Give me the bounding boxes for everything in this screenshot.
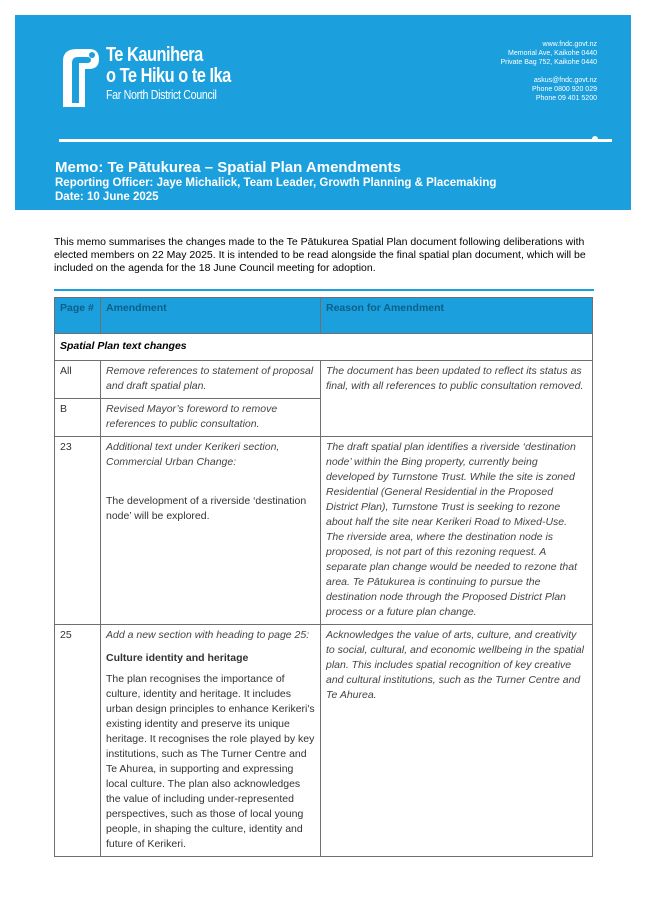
- table-row: [55, 625, 593, 857]
- row-amendment: Revised Mayor’s foreword to remove references to public consultation.: [101, 399, 321, 437]
- row-amendment-cell: [101, 625, 321, 857]
- row-page: 23: [55, 437, 101, 625]
- council-logo: [59, 44, 231, 125]
- header-amendment: Amendment: [101, 298, 321, 334]
- contact-phone-1: Phone 0800 920 029: [531, 86, 597, 93]
- memo-date: Date: 10 June 2025: [55, 191, 159, 203]
- logo-wordmark: [106, 45, 258, 103]
- row-amendment-detail: The development of a riverside ‘destination node’ will be explored.: [106, 495, 307, 522]
- row-amendment-cell: [101, 437, 321, 625]
- row-reason: Acknowledges the value of arts, culture, and creativity to social, cultural, and economic wellbeing in the spatial plan. This includes spatial recognition of key creative and cultural institutions, such as the Turner Centre and Te Ahurea.: [321, 625, 593, 857]
- contact-email[interactable]: askus@fndc.govt.nz: [533, 77, 597, 84]
- memo-title: Memo: Te Pātukurea – Spatial Plan Amendments: [55, 159, 401, 176]
- row-amendment: Add a new section with heading to page 25:: [106, 629, 310, 641]
- row-page: All: [55, 361, 101, 399]
- logo-line-1: Te Kaunihera: [106, 44, 203, 66]
- contact-address-1: Memorial Ave, Kaikohe 0440: [508, 50, 597, 57]
- contact-block: [500, 40, 597, 103]
- memo-title-block: [55, 159, 496, 204]
- logo-mark-icon: [59, 47, 101, 109]
- row-amendment-detail: The plan recognises the importance of culture, identity and heritage. It includes urban design principles to enhance Kerikeri's existing identity and preserve its unique heritage. It recognises the role played by key institutions, such as The Turner Centre and Te Ahurea, in supporting and expressing local culture. The plan also acknowledges the value of including under-represented perspectives, such as those of local young people, in shaping the culture, identity and future of Kerikeri.: [106, 673, 315, 850]
- row-amendment: Remove references to statement of proposal and draft spatial plan.: [101, 361, 321, 399]
- contact-address-2: Private Bag 752, Kaikohe 0440: [500, 59, 597, 66]
- row-amendment: Additional text under Kerikeri section, Commercial Urban Change:: [106, 441, 280, 468]
- table-header-row: [55, 298, 593, 334]
- contact-website[interactable]: www.fndc.govt.nz: [542, 41, 597, 48]
- row-page: 25: [55, 625, 101, 857]
- row-reason: The document has been updated to reflect its status as final, with all references to public consultation removed.: [321, 361, 593, 437]
- reporting-officer: Reporting Officer: Jaye Michalick, Team Leader, Growth Planning & Placemaking: [55, 177, 497, 189]
- amendments-table: [54, 297, 593, 857]
- header-page: Page #: [55, 298, 101, 334]
- logo-line-3: Far North District Council: [106, 87, 217, 102]
- logo-line-2: o Te Hiku o te Ika: [106, 65, 231, 87]
- section-row: [55, 334, 593, 361]
- header-divider: [59, 139, 612, 142]
- row-amendment-heading: Culture identity and heritage: [106, 652, 249, 664]
- row-page: B: [55, 399, 101, 437]
- header-divider-end: [592, 136, 598, 142]
- row-reason: The draft spatial plan identifies a riverside ‘destination node’ within the Bing property, currently being developed by Turnstone Trust. While the site is zoned Residential (General Residential in the Proposed District Plan), Turnstone Trust is seeking to rezone about half the site near Kerikeri Road to Mixed-Use. The riverside area, where the destination node is proposed, is not part of this rezoning request. A separate plan change would be needed to rezone that area. Te Pātukurea is continuing to pursue the destination node through the Proposed District Plan process or a future plan change.: [321, 437, 593, 625]
- table-row: [55, 437, 593, 625]
- header-reason: Reason for Amendment: [321, 298, 593, 334]
- table-row: [55, 361, 593, 399]
- intro-paragraph: This memo summarises the changes made to the Te Pātukurea Spatial Plan document following deliberations with elected members on 22 May 2025. It is intended to be read alongside the final spatial plan document, which will be included on the agenda for the 18 June Council meeting for adoption.: [54, 236, 586, 274]
- contact-phone-2: Phone 09 401 5200: [535, 95, 597, 102]
- section-label: Spatial Plan text changes: [55, 334, 593, 361]
- header-banner: [15, 15, 631, 210]
- section-separator: [54, 289, 594, 291]
